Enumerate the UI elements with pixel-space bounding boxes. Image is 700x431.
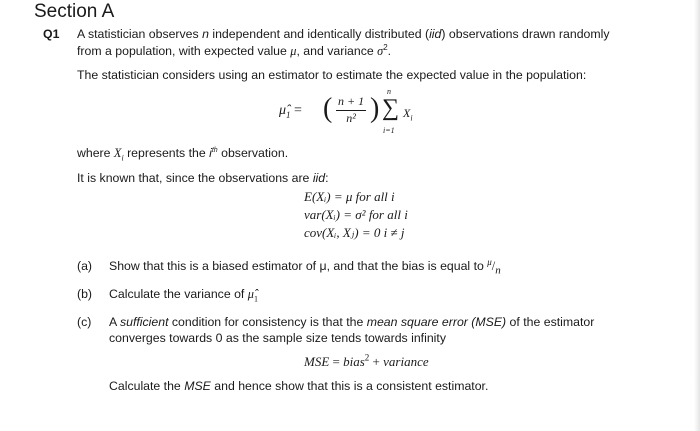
sum-upper-limit: n — [387, 87, 391, 96]
part-c-line-1: A sufficient condition for consistency is that the mean square error (MSE) of the estimator — [109, 315, 595, 329]
paren-open: ( — [323, 93, 333, 124]
intro-line-1: A statistician observes n independent and identically distributed (iid) observations drawn randomly — [77, 27, 610, 41]
property-variance: var(Xᵢ) = σ² for all i — [304, 207, 408, 222]
part-c-label: (c) — [77, 315, 92, 329]
part-a-label: (a) — [77, 259, 93, 273]
sum-lower-limit: i=1 — [383, 126, 395, 135]
estimator-text: The statistician considers using an estimator to estimate the expected value in the population: — [77, 68, 587, 82]
part-b-text: Calculate the variance of $\mû_1$ — [109, 287, 258, 304]
paren-close: ) — [370, 93, 380, 124]
intro-line-2: from a population, with expected value μ, and variance $\sigma^2$. — [77, 42, 392, 58]
formula-lhs: $\mû_1$ = — [279, 103, 302, 120]
property-expectation: E(Xᵢ) = μ for all i — [304, 189, 395, 204]
page-edge-shadow — [694, 0, 700, 431]
where-text: where $X_i$ represents the $i^{th}$ observation. — [77, 146, 289, 163]
bias-fraction: $^\mu/_n$ — [487, 256, 501, 277]
property-covariance: cov(Xᵢ, Xⱼ) = 0 i ≠ j — [304, 225, 405, 240]
part-b-label: (b) — [77, 287, 93, 301]
estimator-formula — [277, 86, 427, 144]
formula-x: $X_i$ — [403, 106, 413, 123]
part-c-final: Calculate the MSE and hence show that this is a consistent estimator. — [109, 379, 489, 393]
mse-formula: MSE = bias$^2$ + variance — [304, 352, 429, 369]
part-c-line-2: converges towards 0 as the sample size tends towards infinity — [109, 331, 446, 345]
formula-fraction: n + 1 n² — [338, 94, 365, 125]
summation-icon: ∑ — [382, 95, 400, 121]
question-number: Q1 — [43, 27, 60, 41]
known-text: It is known that, since the observations are iid: — [77, 171, 329, 185]
part-a-text: Show that this is a biased estimator of μ, and that the bias is equal to $^\mu/_n$ — [109, 256, 501, 277]
section-title: Section A — [34, 1, 115, 22]
